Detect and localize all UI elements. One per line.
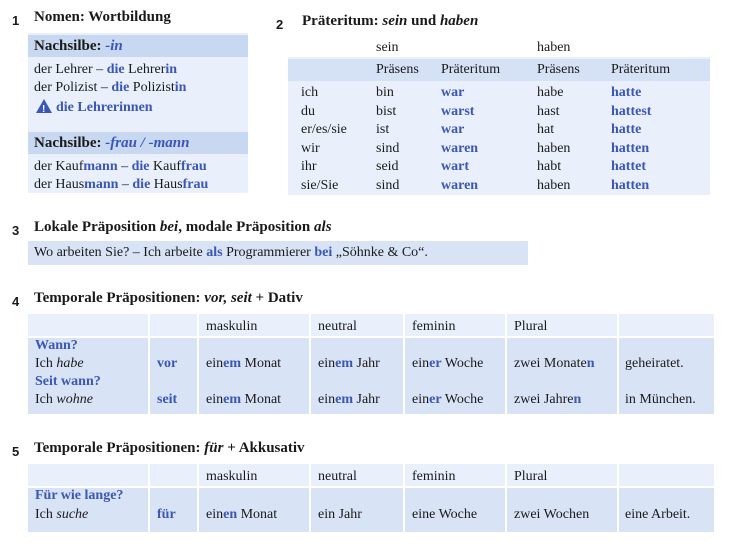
verb-cell-b: waren <box>441 177 479 193</box>
verb-cell-p: wir <box>301 140 320 156</box>
s5-m-stem: ein <box>206 507 224 522</box>
lehrer-article: die <box>106 62 125 77</box>
section-5-number: 5 <box>12 444 20 459</box>
s4-title-a: Temporale Präpositionen: <box>34 290 205 306</box>
verb-cell-b: warst <box>441 103 475 119</box>
s4-r1-n-stem: ein <box>318 356 336 371</box>
s4-r1-p-end: n <box>586 356 595 371</box>
suffix2-label: Nachsilbe: <box>34 135 102 151</box>
polizist-row <box>34 79 186 97</box>
s5-title-b: + Akkusativ <box>223 440 305 456</box>
suffix1-label: Nachsilbe: <box>34 38 102 54</box>
col-sein: sein <box>376 40 399 55</box>
s4-title-prep: vor, seit <box>204 290 252 306</box>
polizist-article: die <box>111 80 130 95</box>
s4-r2-m-end: em <box>223 392 241 407</box>
verb-cell-a: bin <box>376 85 394 100</box>
s3-text-2: Programmierer <box>222 245 315 260</box>
haus-stem: der Haus <box>34 177 85 192</box>
s5-col-neutral: neutral <box>318 469 357 484</box>
s4-r1-verb: habe <box>56 356 84 371</box>
haus-mann: mann <box>84 177 119 192</box>
s4-r2-fem <box>412 391 483 409</box>
sub-sein-praeteritum: Präteritum <box>441 62 501 77</box>
s5-sep-3 <box>309 464 311 532</box>
suffix2-header <box>34 134 189 152</box>
kauf-fem-stem: Kauf <box>149 159 181 174</box>
s4-r1-f-end: er <box>429 356 442 371</box>
s5-col-feminin: feminin <box>412 469 456 484</box>
verb-cell-p: sie/Sie <box>301 177 339 193</box>
haus-frau: frau <box>182 177 209 192</box>
s4-col-maskulin: maskulin <box>206 319 258 334</box>
s4-col-feminin: feminin <box>412 319 456 334</box>
s2-title-text: Präteritum: <box>302 13 383 29</box>
verb-cell-a: bist <box>376 103 397 119</box>
section-4-title <box>34 290 303 307</box>
verb-cell-a: sind <box>376 140 400 156</box>
s4-col-plural: Plural <box>514 319 548 334</box>
s5-ich: Ich <box>35 507 57 522</box>
s4-r2-ich: Ich <box>35 392 57 407</box>
s3-example <box>34 244 428 262</box>
polizist-fem-stem: Polizist <box>129 80 175 95</box>
s4-r2-n-stem: ein <box>318 392 336 407</box>
lehrer-masc: der Lehrer – <box>34 62 107 77</box>
s5-header-bg <box>28 464 714 486</box>
s3-title-bei: bei <box>159 219 179 235</box>
s4-r2-f-noun: Woche <box>441 392 484 407</box>
verb-cell-d: hatte <box>611 85 642 100</box>
s5-sep-2 <box>197 464 199 532</box>
verb-cell-c: haben <box>537 140 571 156</box>
s4-title-b: + Dativ <box>251 290 303 306</box>
s4-r1-neut <box>318 355 380 373</box>
s4-r2-end: in München. <box>625 392 696 407</box>
s5-neut: ein Jahr <box>318 507 362 522</box>
s4-r1-m-end: em <box>223 356 241 371</box>
haus-fem-stem: Haus <box>150 177 183 192</box>
lehrer-suffix: in <box>165 62 178 77</box>
s5-prep: für <box>157 507 176 522</box>
plural-example: die Lehrerinnen <box>56 100 153 115</box>
s4-r1-m-noun: Monat <box>241 356 282 371</box>
s3-title-a: Lokale Präposition <box>34 219 160 235</box>
s4-r2-p-noun: zwei Jahre <box>514 392 574 407</box>
s4-r2-verb: wohne <box>56 392 93 407</box>
s5-title-a: Temporale Präpositionen: <box>34 440 205 456</box>
verb-cell-a: ist <box>376 122 390 137</box>
s5-sep-4 <box>403 464 405 532</box>
kauf-stem: der Kauf <box>34 159 84 174</box>
s4-r2-f-stem: ein <box>412 392 430 407</box>
s4-sep-3 <box>309 314 311 414</box>
warning-icon <box>36 99 52 113</box>
s4-r2-subject <box>35 391 93 409</box>
section-4-number: 4 <box>12 294 20 309</box>
s5-sep-5 <box>505 464 507 532</box>
s4-r2-prep: seit <box>157 392 178 407</box>
s5-body-bg <box>28 488 714 532</box>
kauf-dash: – <box>117 159 132 174</box>
s4-sep-5 <box>505 314 507 414</box>
verb-cell-a: seid <box>376 159 399 174</box>
s5-end: eine Arbeit. <box>625 507 691 522</box>
s5-sep-6 <box>617 464 619 532</box>
s4-sep-1 <box>148 314 150 414</box>
verb-cell-p: du <box>301 103 315 119</box>
s5-question: Für wie lange? <box>35 488 124 503</box>
s3-als: als <box>206 245 223 260</box>
verb-cell-b: war <box>441 122 465 137</box>
s4-r1-fem <box>412 355 483 373</box>
s3-text-1: Wo arbeiten Sie? – Ich arbeite <box>34 245 207 260</box>
s3-text-3: „Söhnke & Co“. <box>332 245 428 260</box>
s5-m-end: en <box>223 507 238 522</box>
s4-r2-m-stem: ein <box>206 392 224 407</box>
verb-cell-b: waren <box>441 140 479 156</box>
s4-r2-p-end: n <box>573 392 582 407</box>
s4-r2-n-end: em <box>335 392 353 407</box>
s4-question-seit-wann: Seit wann? <box>35 374 101 389</box>
verb-cell-b: wart <box>441 159 469 174</box>
verb-cell-c: hat <box>537 122 555 137</box>
col-haben: haben <box>537 40 571 55</box>
s5-subject <box>35 506 88 524</box>
s5-col-maskulin: maskulin <box>206 469 258 484</box>
kauf-row <box>34 158 207 176</box>
s4-r1-p-noun: zwei Monate <box>514 356 587 371</box>
haus-dash: – <box>118 177 133 192</box>
verb-cell-d: hattest <box>611 103 652 119</box>
section-5-title <box>34 440 305 457</box>
s5-verb: suche <box>56 507 89 522</box>
section-1-number: 1 <box>12 13 20 28</box>
s4-r1-subject <box>35 355 84 373</box>
section-2-number: 2 <box>276 17 284 32</box>
s4-r2-n-noun: Jahr <box>353 392 380 407</box>
s4-r1-m-stem: ein <box>206 356 224 371</box>
sub-haben-praesens: Präsens <box>537 62 580 77</box>
verb-cell-d: hattet <box>611 159 646 174</box>
haus-row <box>34 176 208 194</box>
section-3-number: 3 <box>12 223 20 238</box>
s4-r1-end: geheiratet. <box>625 356 684 371</box>
s4-sep-2 <box>197 314 199 414</box>
s4-r2-m-noun: Monat <box>241 392 282 407</box>
verb-cell-d: hatten <box>611 177 650 193</box>
s5-sep-1 <box>148 464 150 532</box>
s4-r1-prep: vor <box>157 356 178 371</box>
verb-cell-c: habt <box>537 159 562 174</box>
s4-question-wann: Wann? <box>35 338 78 353</box>
sub-sein-praesens: Präsens <box>376 62 419 77</box>
s4-sep-4 <box>403 314 405 414</box>
suffix1-value: -in <box>105 38 123 54</box>
suffix2-value: -frau / -mann <box>105 135 190 151</box>
verb-cell-d: hatten <box>611 140 650 156</box>
polizist-masc: der Polizist – <box>34 80 112 95</box>
verb-cell-b: war <box>441 85 465 100</box>
kauf-article: die <box>131 159 150 174</box>
s4-r1-masc <box>206 355 281 373</box>
kauf-frau: frau <box>181 159 207 174</box>
s3-title-b: , modale Präposition <box>178 219 315 235</box>
s4-r2-plural <box>514 391 581 409</box>
s2-title-und: und <box>407 13 440 29</box>
s4-r1-plural <box>514 355 595 373</box>
s5-title-prep: für <box>204 440 224 456</box>
kauf-mann: mann <box>83 159 118 174</box>
verb-cell-a: sind <box>376 177 400 193</box>
sub-haben-praeteritum: Präteritum <box>611 62 671 77</box>
s5-fem: eine Woche <box>412 507 478 522</box>
verb-cell-c: hast <box>537 103 560 119</box>
verb-cell-p: er/es/sie <box>301 122 347 137</box>
verb-cell-c: haben <box>537 177 571 193</box>
section-2-title <box>302 13 478 30</box>
s4-r2-masc <box>206 391 281 409</box>
verb-cell-c: habe <box>537 85 564 100</box>
s4-r2-f-end: er <box>429 392 442 407</box>
s5-masc <box>206 506 277 524</box>
suffix1-header <box>34 37 123 55</box>
verb-cell-p: ihr <box>301 159 317 174</box>
s4-header-bg <box>28 314 714 336</box>
verb-cell-p: ich <box>301 85 319 100</box>
s4-r1-f-noun: Woche <box>441 356 484 371</box>
s3-title-als: als <box>314 219 332 235</box>
verb-cell-d: hatte <box>611 122 642 137</box>
s4-col-neutral: neutral <box>318 319 357 334</box>
s4-r1-n-noun: Jahr <box>353 356 380 371</box>
s5-col-plural: Plural <box>514 469 548 484</box>
s2-title-haben: haben <box>439 13 479 29</box>
haus-article: die <box>132 177 151 192</box>
polizist-suffix: in <box>174 80 187 95</box>
warning-row <box>36 97 153 117</box>
lehrer-row <box>34 61 177 79</box>
section-3-title <box>34 219 332 236</box>
s5-m-noun: Monat <box>237 507 278 522</box>
s4-r1-f-stem: ein <box>412 356 430 371</box>
s2-title-sein: sein <box>382 13 408 29</box>
lehrer-fem-stem: Lehrer <box>124 62 166 77</box>
verb-table-top-row <box>288 37 710 57</box>
s3-bei: bei <box>314 245 333 260</box>
s4-r2-neut <box>318 391 380 409</box>
s5-plural: zwei Wochen <box>514 507 590 522</box>
section-1-title: Nomen: Wortbildung <box>34 9 171 25</box>
s4-r1-ich: Ich <box>35 356 57 371</box>
s4-r1-n-end: em <box>335 356 353 371</box>
s4-sep-6 <box>617 314 619 414</box>
